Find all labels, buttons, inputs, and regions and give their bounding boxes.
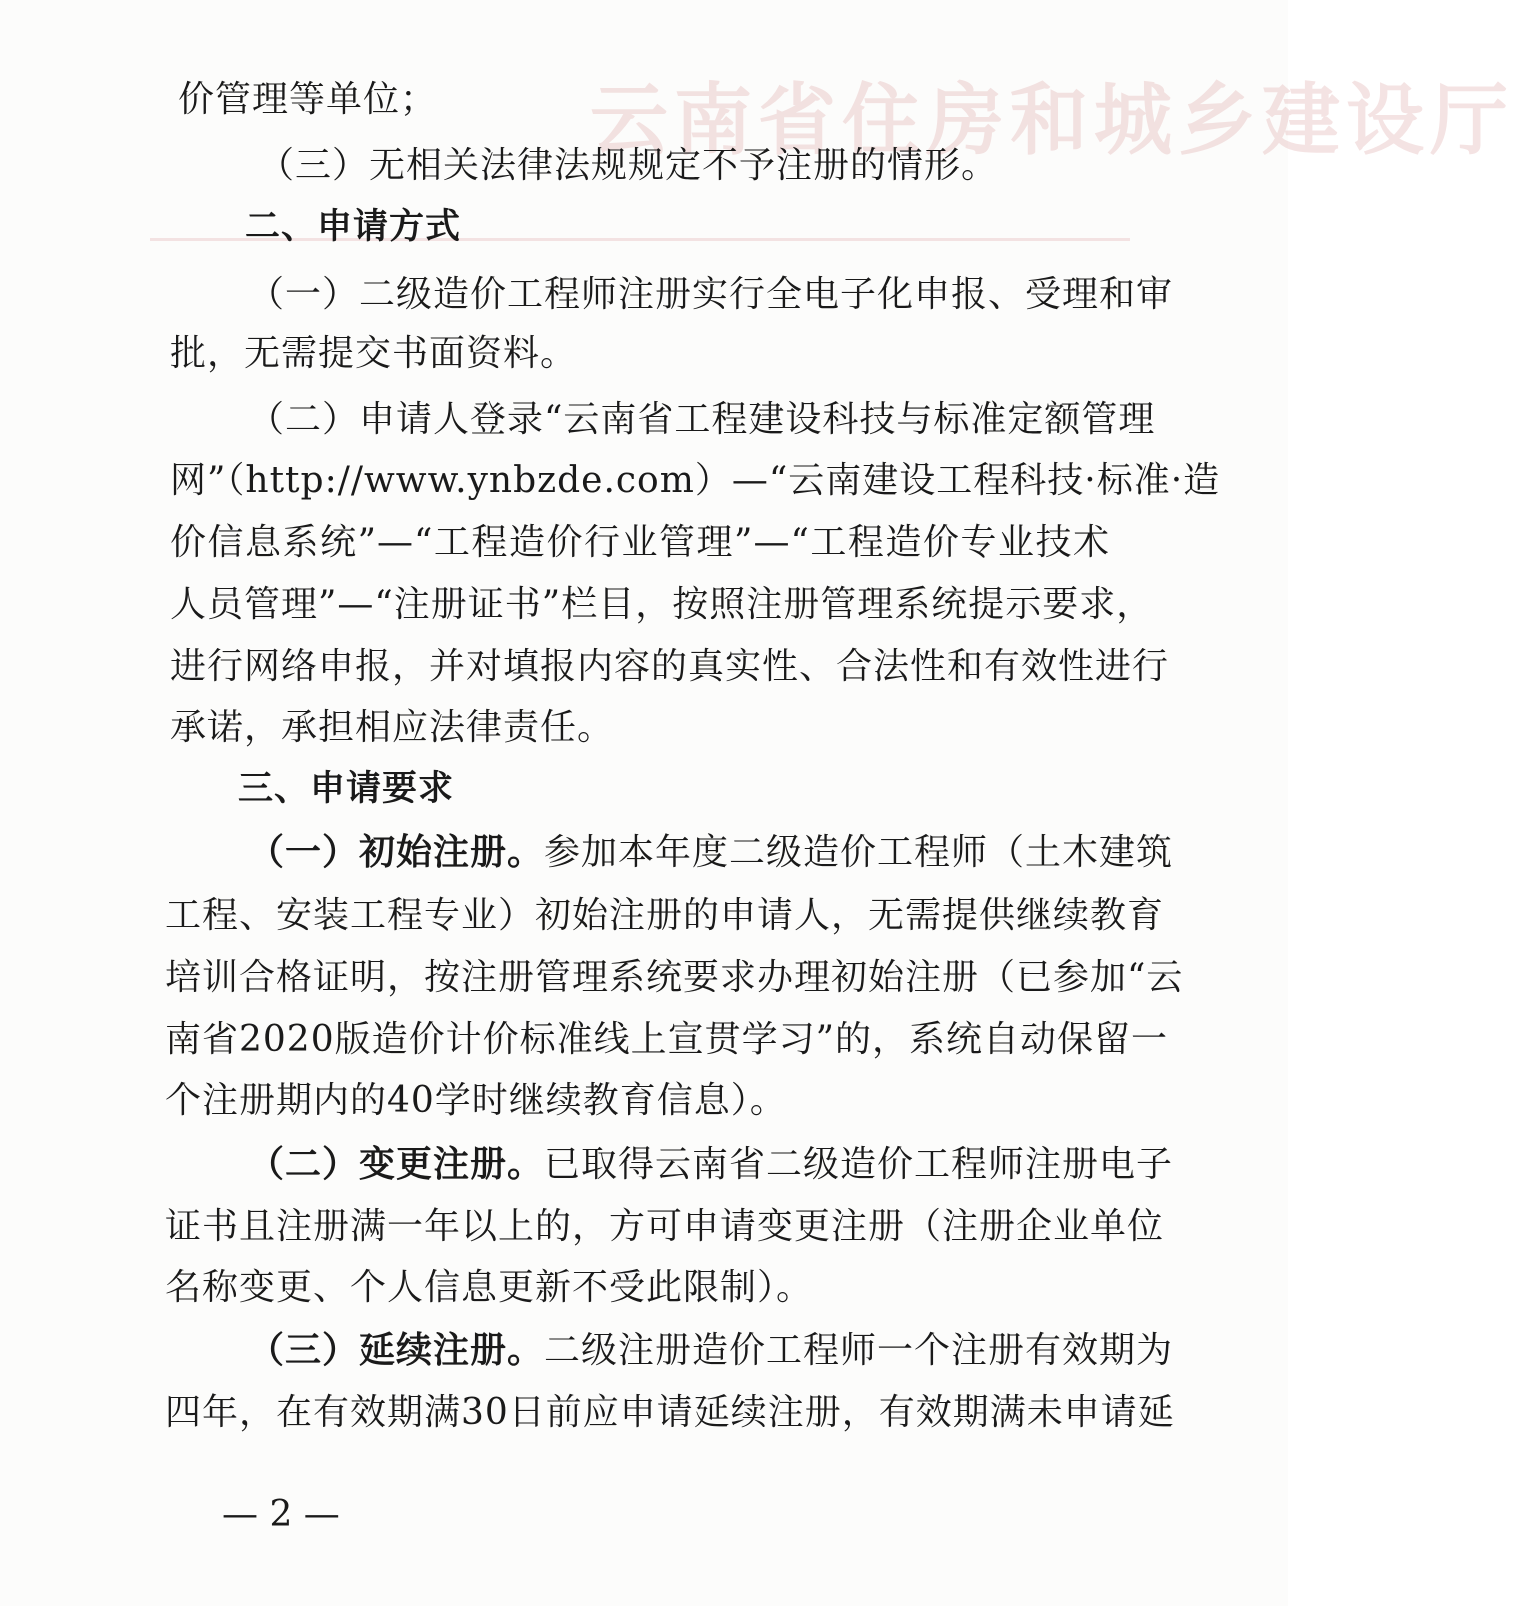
text-line: 价管理等单位； xyxy=(178,79,438,120)
lead-initial-registration: （一）初始注册。 xyxy=(248,832,545,873)
text-line: 网”（http://www.ynbzde.com）—“云南建设工程科技·标准·造 xyxy=(170,460,1221,501)
text-line: 价信息系统”—“工程造价行业管理”—“工程造价专业技术 xyxy=(170,522,1110,563)
text-line: 名称变更、个人信息更新不受此限制）。 xyxy=(165,1267,814,1308)
text-line: （三）无相关法律法规规定不予注册的情形。 xyxy=(258,145,999,186)
text-line: 进行网络申报，并对填报内容的真实性、合法性和有效性进行 xyxy=(170,646,1170,687)
paragraph-renewal-registration: （三）延续注册。二级注册造价工程师一个注册有效期为 xyxy=(248,1330,1174,1371)
paragraph-initial-registration: （一）初始注册。参加本年度二级造价工程师（土木建筑 xyxy=(248,832,1174,873)
text-line: 承诺，承担相应法律责任。 xyxy=(170,707,615,748)
text-line: 批，无需提交书面资料。 xyxy=(170,333,578,374)
text-line: 工程、安装工程专业）初始注册的申请人，无需提供继续教育 xyxy=(165,895,1165,936)
paragraph-change-registration: （二）变更注册。已取得云南省二级造价工程师注册电子 xyxy=(248,1144,1174,1185)
text-line: 南省2020版造价计价标准线上宣贯学习”的，系统自动保留一 xyxy=(165,1019,1169,1060)
page-number: — 2 — xyxy=(222,1494,340,1535)
text-line: 个注册期内的40学时继续教育信息）。 xyxy=(165,1080,787,1121)
text-line: 人员管理”—“注册证书”栏目，按照注册管理系统提示要求， xyxy=(170,584,1154,625)
section-heading-application-method: 二、申请方式 xyxy=(245,207,462,247)
text-line: 培训合格证明，按注册管理系统要求办理初始注册（已参加“云 xyxy=(165,957,1184,998)
bleed-through-title: 云南省住房和城乡建设厅 xyxy=(590,76,1514,166)
lead-renewal-registration: （三）延续注册。 xyxy=(248,1330,545,1371)
text-line: （一）二级造价工程师注册实行全电子化申报、受理和审 xyxy=(248,274,1174,315)
text-line: 证书且注册满一年以上的，方可申请变更注册（注册企业单位 xyxy=(165,1206,1165,1247)
section-heading-application-requirements: 三、申请要求 xyxy=(238,769,455,809)
text-line: （二）申请人登录“云南省工程建设科技与标准定额管理 xyxy=(248,399,1156,440)
text-line: 四年，在有效期满30日前应申请延续注册，有效期满未申请延 xyxy=(165,1392,1175,1433)
lead-change-registration: （二）变更注册。 xyxy=(248,1144,545,1185)
